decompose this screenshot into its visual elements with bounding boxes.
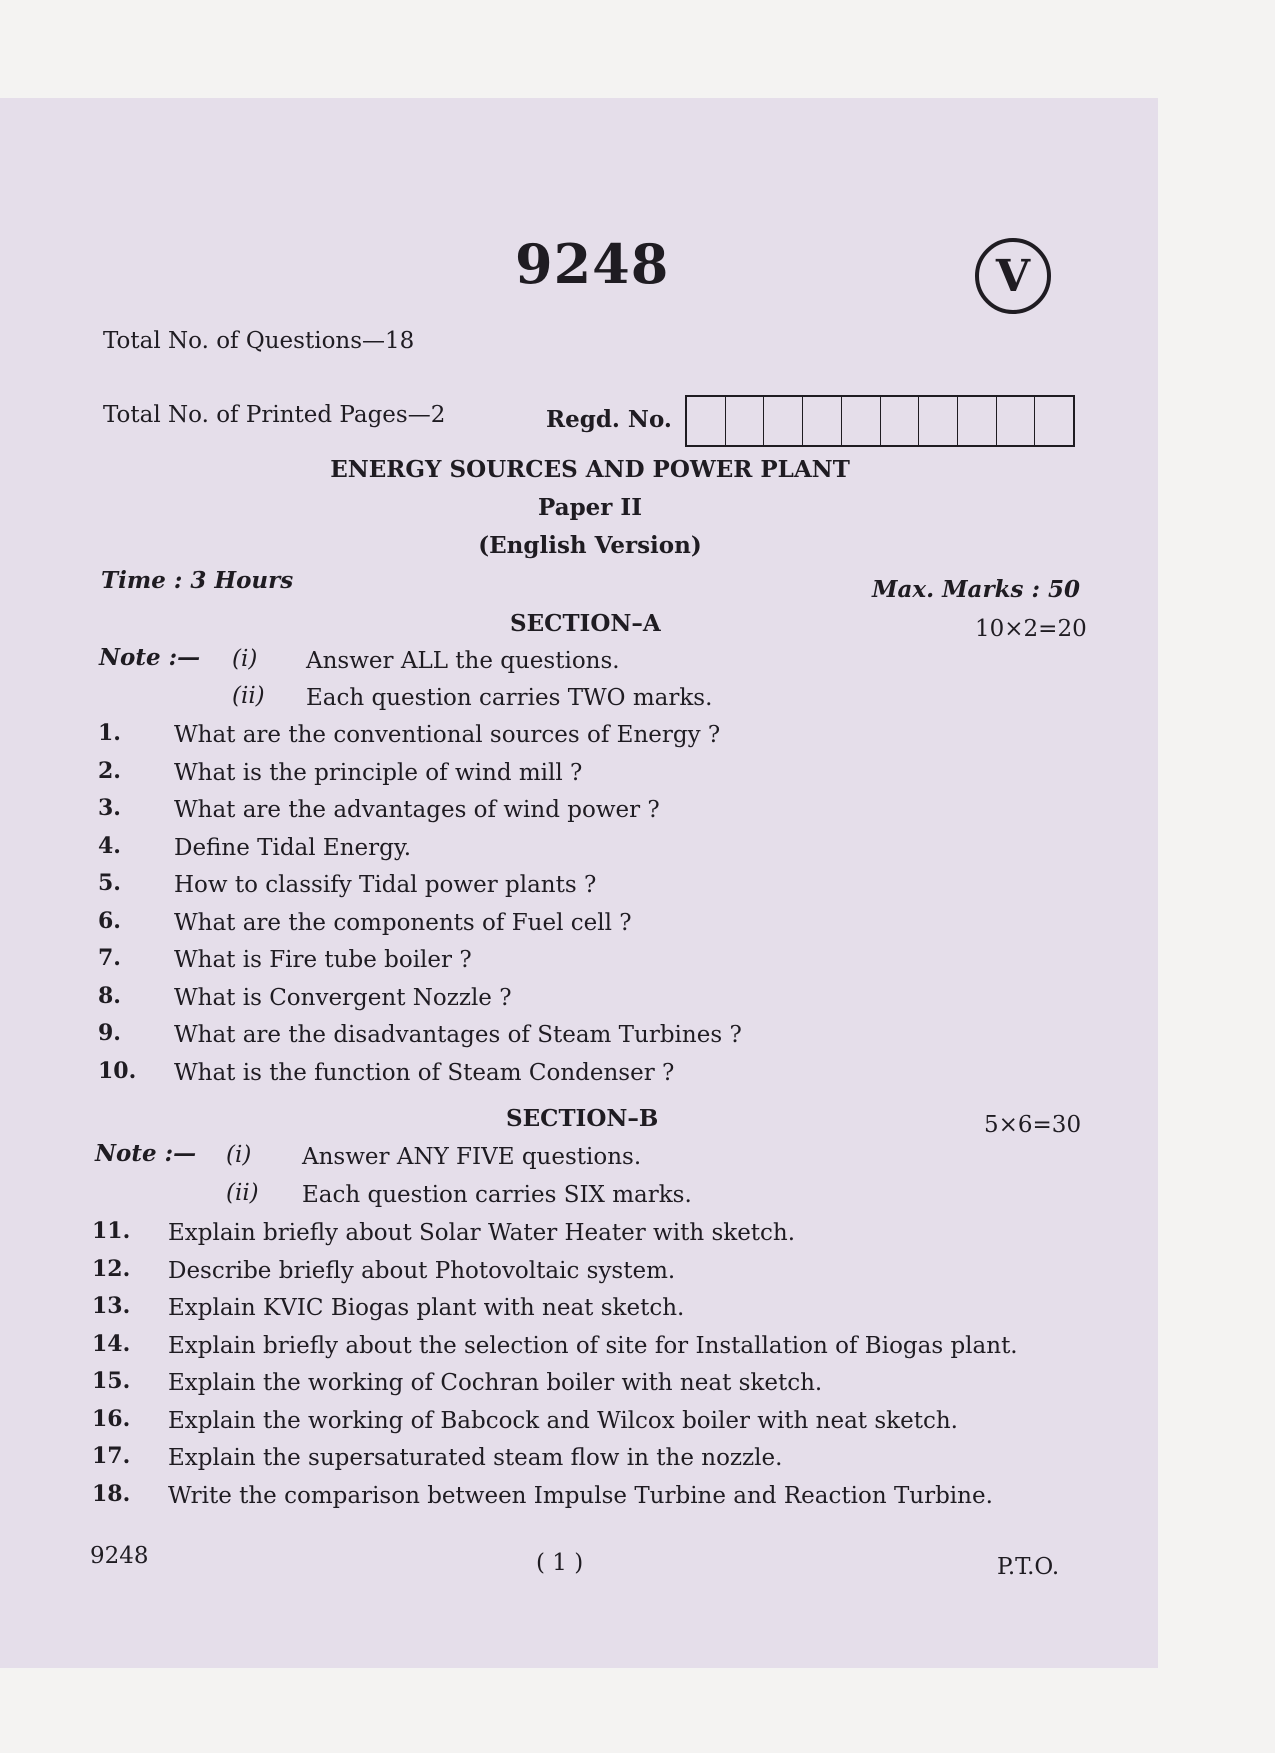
question-text: What is the principle of wind mill ? [174, 759, 583, 786]
regd-no-digit-box[interactable] [1035, 397, 1073, 445]
regd-no-boxes[interactable] [685, 395, 1075, 447]
section-b-note-label: Note :— [95, 1140, 197, 1167]
question-number: 11. [92, 1218, 131, 1244]
question-number: 6. [98, 907, 121, 934]
paper-number: Paper II [538, 494, 642, 521]
question-number: 12. [92, 1255, 131, 1282]
question-number: 5. [98, 870, 121, 896]
section-a-note-num: (ii) [232, 683, 265, 709]
question-text: What are the disadvantages of Steam Turbines ? [174, 1022, 742, 1048]
regd-no-digit-box[interactable] [726, 397, 765, 445]
question-number: 3. [98, 795, 121, 821]
paper-code: 9248 [515, 232, 670, 296]
section-b-note-num: (i) [226, 1142, 252, 1168]
question-number: 1. [98, 720, 121, 746]
question-text: What is Fire tube boiler ? [174, 947, 472, 973]
question-text: What is Convergent Nozzle ? [174, 984, 512, 1011]
regd-no-digit-box[interactable] [687, 397, 726, 445]
subject-title: ENERGY SOURCES AND POWER PLANT [330, 456, 850, 483]
question-text: Explain briefly about Solar Water Heater with sketch. [168, 1220, 796, 1246]
question-number: 16. [92, 1405, 131, 1432]
question-text: How to classify Tidal power plants ? [174, 872, 597, 898]
regd-no-label: Regd. No. [546, 406, 672, 433]
question-number: 13. [92, 1293, 131, 1319]
time-allowed: Time : 3 Hours [101, 567, 294, 594]
question-text: What are the components of Fuel cell ? [174, 909, 632, 936]
section-b-note-text: Each question carries SIX marks. [302, 1182, 692, 1208]
question-number: 10. [98, 1057, 137, 1084]
section-b-note-text: Answer ANY FIVE questions. [302, 1144, 642, 1170]
section-b-note-num: (ii) [226, 1180, 259, 1206]
regd-no-digit-box[interactable] [881, 397, 920, 445]
section-a-note-label: Note :— [99, 644, 201, 671]
section-a-note-num: (i) [232, 646, 258, 672]
regd-no-digit-box[interactable] [997, 397, 1036, 445]
question-text: Describe briefly about Photovoltaic system. [168, 1257, 676, 1284]
question-number: 18. [92, 1480, 131, 1507]
total-questions: Total No. of Questions—18 [103, 328, 415, 354]
pto-label: P.T.O. [997, 1554, 1060, 1580]
page-number: ( 1 ) [536, 1550, 584, 1576]
section-b-marks: 5×6=30 [984, 1112, 1082, 1138]
question-text: What are the advantages of wind power ? [174, 797, 660, 823]
section-a-marks: 10×2=20 [975, 616, 1087, 642]
question-number: 14. [92, 1330, 131, 1357]
question-number: 9. [98, 1020, 121, 1046]
section-a-note-text: Answer ALL the questions. [306, 648, 620, 674]
question-text: What is the function of Steam Condenser ? [174, 1059, 675, 1086]
question-text: What are the conventional sources of Energy ? [174, 722, 721, 748]
section-a-heading: SECTION–A [510, 610, 661, 637]
question-number: 17. [92, 1443, 131, 1469]
version-label: (English Version) [478, 532, 702, 559]
question-text: Explain the working of Cochran boiler with neat sketch. [168, 1370, 823, 1396]
regd-no-digit-box[interactable] [764, 397, 803, 445]
question-number: 7. [98, 945, 121, 971]
question-text: Explain KVIC Biogas plant with neat sketch. [168, 1295, 685, 1321]
question-text: Explain the working of Babcock and Wilcox boiler with neat sketch. [168, 1407, 958, 1434]
question-number: 8. [98, 982, 121, 1009]
section-a-note-text: Each question carries TWO marks. [306, 685, 713, 711]
question-number: 4. [98, 832, 121, 859]
regd-no-digit-box[interactable] [842, 397, 881, 445]
question-text: Define Tidal Energy. [174, 834, 412, 861]
section-b-heading: SECTION–B [506, 1105, 659, 1132]
max-marks: Max. Marks : 50 [872, 576, 1080, 603]
question-number: 15. [92, 1368, 131, 1394]
version-mark-circle [975, 238, 1051, 314]
total-printed-pages: Total No. of Printed Pages—2 [103, 402, 446, 428]
question-text: Write the comparison between Impulse Turbine and Reaction Turbine. [168, 1482, 993, 1509]
footer-paper-code: 9248 [90, 1543, 149, 1569]
question-text: Explain briefly about the selection of site for Installation of Biogas plant. [168, 1332, 1018, 1359]
question-text: Explain the supersaturated steam flow in the nozzle. [168, 1445, 783, 1471]
regd-no-digit-box[interactable] [958, 397, 997, 445]
version-mark-letter: V [995, 250, 1031, 302]
regd-no-digit-box[interactable] [803, 397, 842, 445]
regd-no-digit-box[interactable] [919, 397, 958, 445]
question-number: 2. [98, 757, 121, 784]
